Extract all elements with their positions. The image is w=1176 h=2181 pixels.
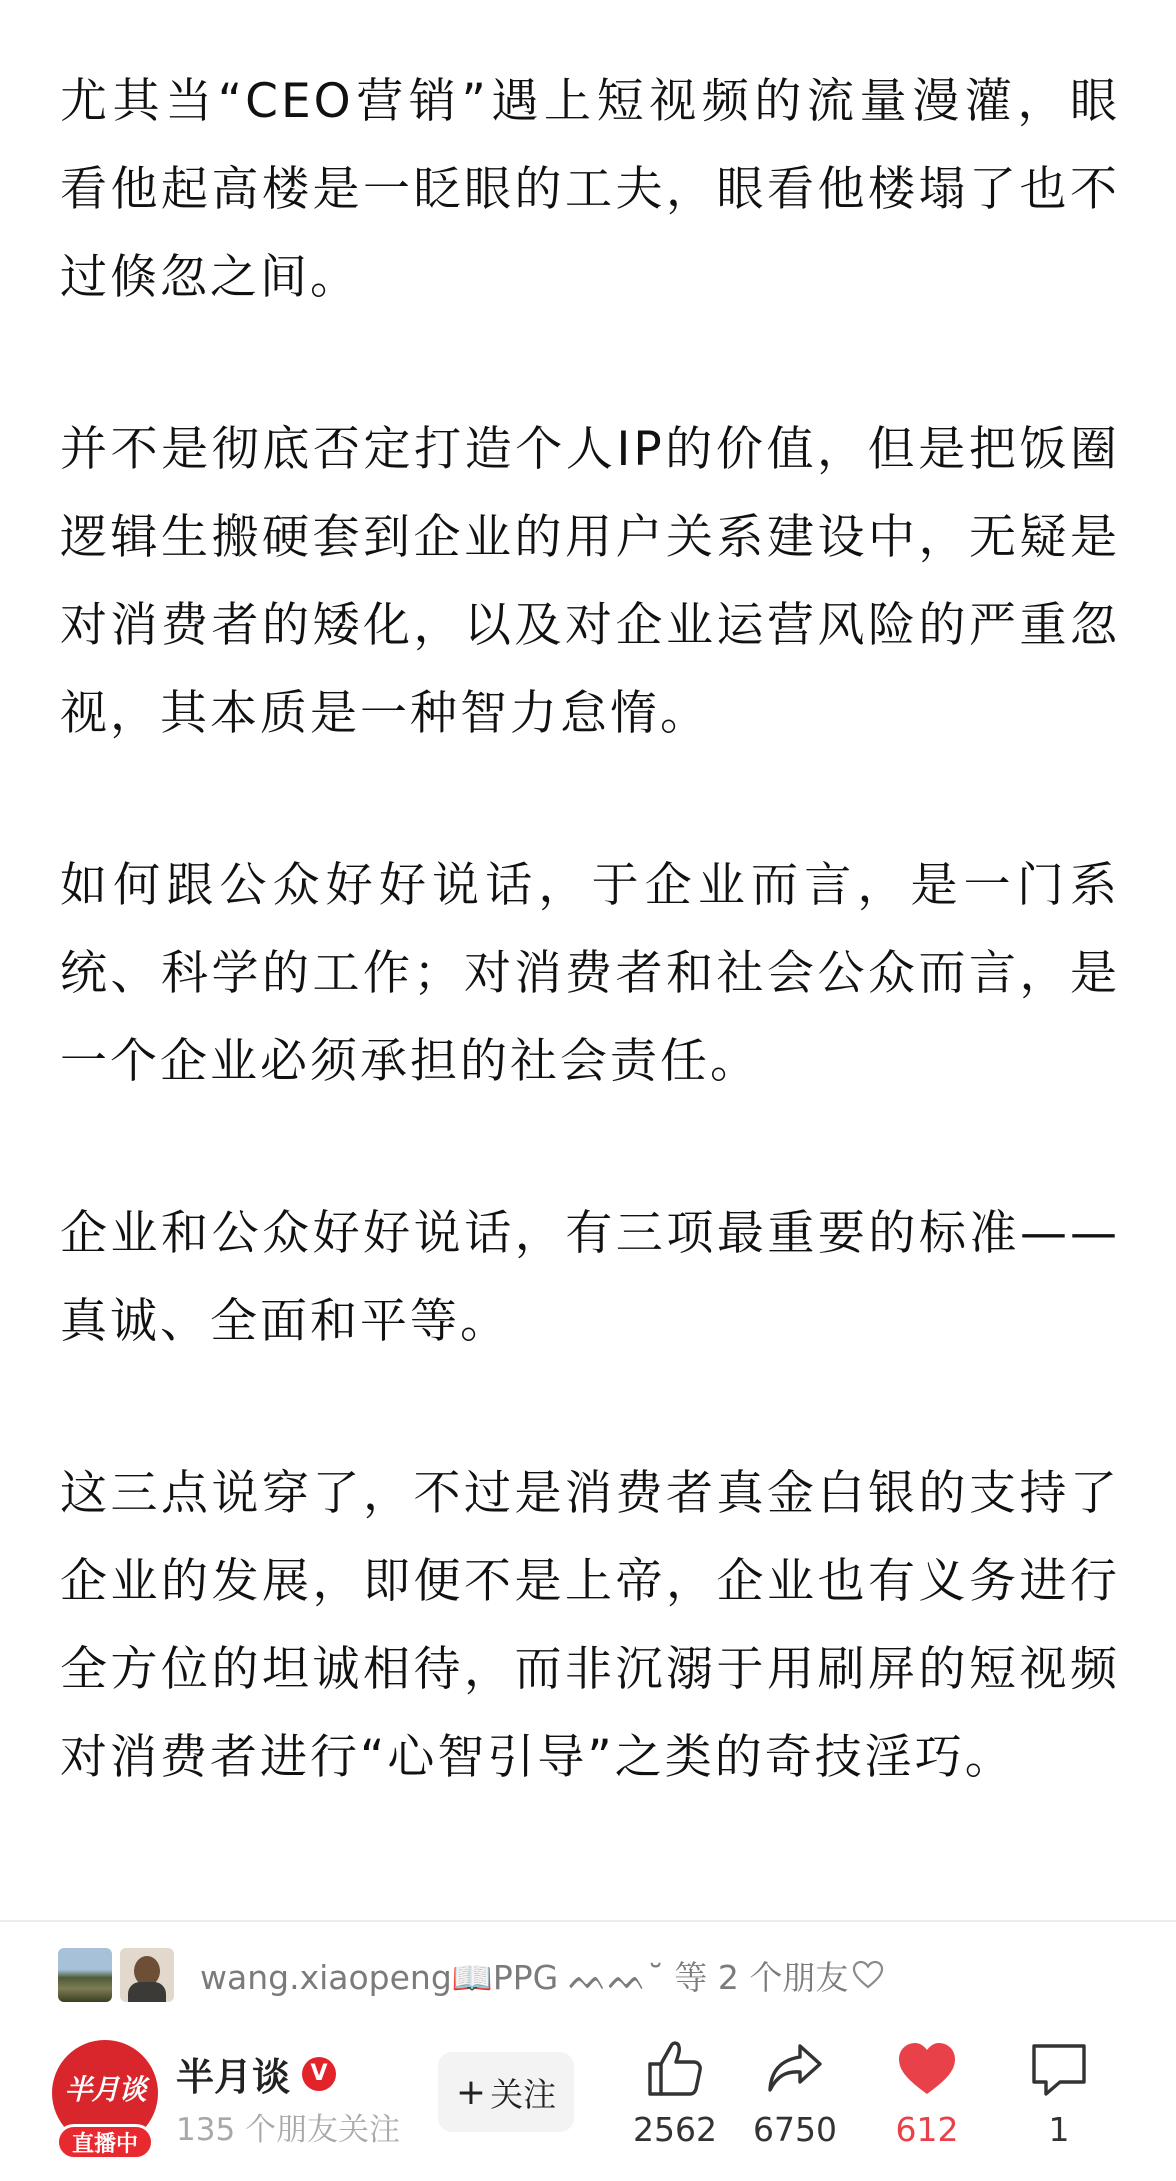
heart-outline-icon [852, 1960, 884, 1990]
comment-count: 6750 [753, 2110, 837, 2149]
divider [0, 1920, 1176, 1922]
liked-by-text: wang.xiaopeng📖PPG ᨓᨓ˘ 等 2 个朋友 [200, 1957, 849, 1997]
follow-button-label: 关注 [490, 2074, 557, 2114]
plus-icon: + [455, 2071, 487, 2113]
heart-filled-icon [894, 2036, 960, 2102]
comment-button[interactable] [994, 2036, 1124, 2176]
account-avatar[interactable] [52, 2040, 158, 2157]
article-paragraph: 并不是彻底否定打造个人IP的价值，但是把饭圈逻辑生搬硬套到企业的用户关系建设中，无疑是对消费者的矮化，以及对企业运营风险的严重忽视，其本质是一种智力怠惰。 [60, 422, 1120, 741]
friend-avatar-torso [128, 1982, 166, 2002]
share-count: 1 [1048, 2110, 1070, 2149]
follow-button[interactable] [438, 2052, 574, 2132]
like-count: 612 [895, 2110, 959, 2149]
article-paragraph: 尤其当“CEO营销”遇上短视频的流量漫灌，眼看他起高楼是一眨眼的工夫，眼看他楼塌了也不过倏忽之间。 [60, 74, 1120, 305]
account-name[interactable] [176, 2046, 336, 2101]
article-paragraph: 这三点说穿了，不过是消费者真金白银的支持了企业的发展，即便不是上帝，企业也有义务进行全方位的坦诚相待，而非沉溺于用刷屏的短视频对消费者进行“心智引导”之类的奇技淫巧。 [60, 1466, 1120, 1785]
article-paragraph: 如何跟公众好好说话，于企业而言，是一门系统、科学的工作；对消费者和社会公众而言，是一个企业必须承担的社会责任。 [60, 858, 1120, 1089]
friend-avatar[interactable] [120, 1948, 174, 2002]
repost-count: 2562 [633, 2110, 717, 2149]
account-name-text: 半月谈 [176, 2055, 291, 2099]
article-body [60, 58, 1120, 1886]
friend-avatar[interactable] [58, 1948, 112, 2002]
curved-arrow-share-icon [762, 2036, 828, 2102]
speech-bubble-icon [1026, 2036, 1092, 2102]
account-logo: 半月谈 [64, 2073, 146, 2106]
post-footer-bar [0, 2028, 1176, 2178]
friends-following-count: 135 个朋友关注 [176, 2112, 401, 2148]
share-arrow-button[interactable] [730, 2036, 860, 2176]
thumb-up-icon [642, 2036, 708, 2102]
liked-by-friends-row[interactable] [58, 1946, 884, 2004]
live-badge[interactable]: 直播中 [56, 2124, 154, 2160]
verified-badge-icon: V [302, 2057, 336, 2091]
like-button[interactable] [862, 2036, 992, 2176]
thumb-up-button[interactable] [610, 2036, 740, 2176]
article-paragraph: 企业和公众好好说话，有三项最重要的标准——真诚、全面和平等。 [60, 1206, 1120, 1349]
